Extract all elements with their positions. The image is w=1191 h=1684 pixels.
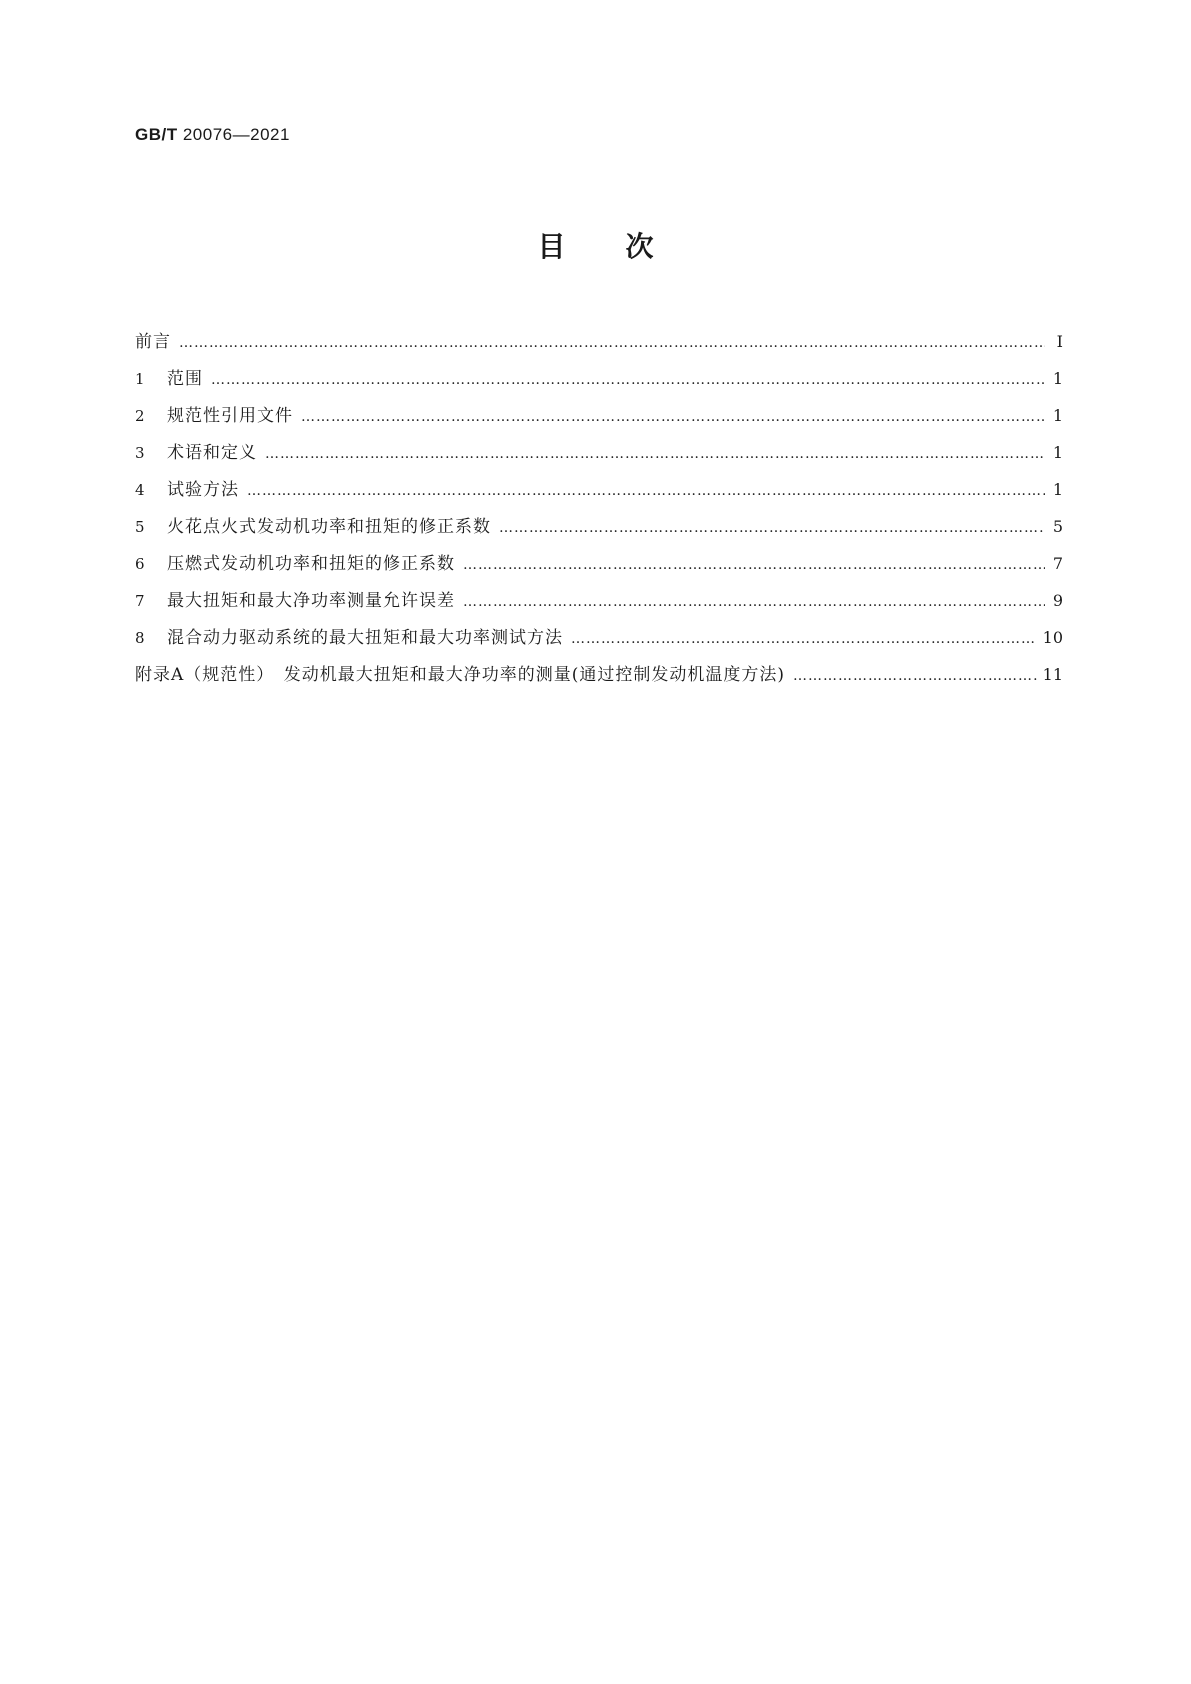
toc-entry-2[interactable] [135,401,1063,438]
toc-entry-page: 1 [1052,369,1063,388]
toc-entry-4[interactable] [135,475,1063,512]
toc-entry-label: 前言 [135,332,171,352]
toc-entry-page: 10 [1042,628,1063,647]
toc-dot-leader [211,372,1045,388]
toc-entry-label: 火花点火式发动机功率和扭矩的修正系数 [167,517,491,537]
toc-dot-leader [265,446,1045,462]
toc-entry-number: 2 [135,407,145,425]
toc-entry-label: 混合动力驱动系统的最大扭矩和最大功率测试方法 [167,628,563,648]
toc-entry-page: 1 [1052,443,1063,462]
toc-entry-number: 5 [135,518,145,536]
toc-entry-page: 9 [1052,591,1063,610]
toc-entry-label: 规范性引用文件 [167,406,293,426]
toc-entry-page: Ⅰ [1056,332,1063,351]
toc-entry-page: 5 [1052,517,1063,536]
toc-entry-label: 术语和定义 [167,443,257,463]
toc-dot-leader [247,483,1045,499]
toc-entry-page: 11 [1042,665,1063,684]
toc-entry-page: 1 [1052,480,1063,499]
toc-entry-label: 范围 [167,369,203,389]
toc-entry-1[interactable] [135,364,1063,401]
standard-number: 20076—2021 [182,125,290,144]
standard-code [135,125,290,145]
toc-entry-number: 1 [135,370,145,388]
toc-entry-page: 7 [1052,554,1063,573]
standard-prefix: GB/T [135,125,178,144]
toc-entry-8[interactable] [135,623,1063,660]
toc-dot-leader [463,557,1045,573]
toc-entry-page: 1 [1052,406,1063,425]
toc-entry-number: 8 [135,629,145,647]
toc-dot-leader [499,520,1045,536]
toc-dot-leader [301,409,1045,425]
toc-entry-label: 试验方法 [167,480,239,500]
toc-entry-number: 7 [135,592,145,610]
toc-entry-3[interactable] [135,438,1063,475]
toc-entry-number: 3 [135,444,145,462]
toc-entry-number: 4 [135,481,145,499]
toc-dot-leader [179,335,1045,351]
toc-entry-7[interactable] [135,586,1063,623]
toc-entry-number: 6 [135,555,145,573]
toc-dot-leader [463,594,1045,610]
table-of-contents [135,327,1063,697]
toc-entry-6[interactable] [135,549,1063,586]
toc-entry-label: 压燃式发动机功率和扭矩的修正系数 [167,554,455,574]
toc-entry-5[interactable] [135,512,1063,549]
toc-dot-leader [571,631,1037,647]
page-title: 目次 [537,230,714,263]
toc-dot-leader [793,668,1037,684]
toc-entry-label: 最大扭矩和最大净功率测量允许误差 [167,591,455,611]
toc-entry-annex-a[interactable] [135,660,1063,697]
toc-entry-foreword[interactable] [135,327,1063,364]
toc-entry-label: 附录A（规范性） 发动机最大扭矩和最大净功率的测量(通过控制发动机温度方法) [135,665,786,685]
